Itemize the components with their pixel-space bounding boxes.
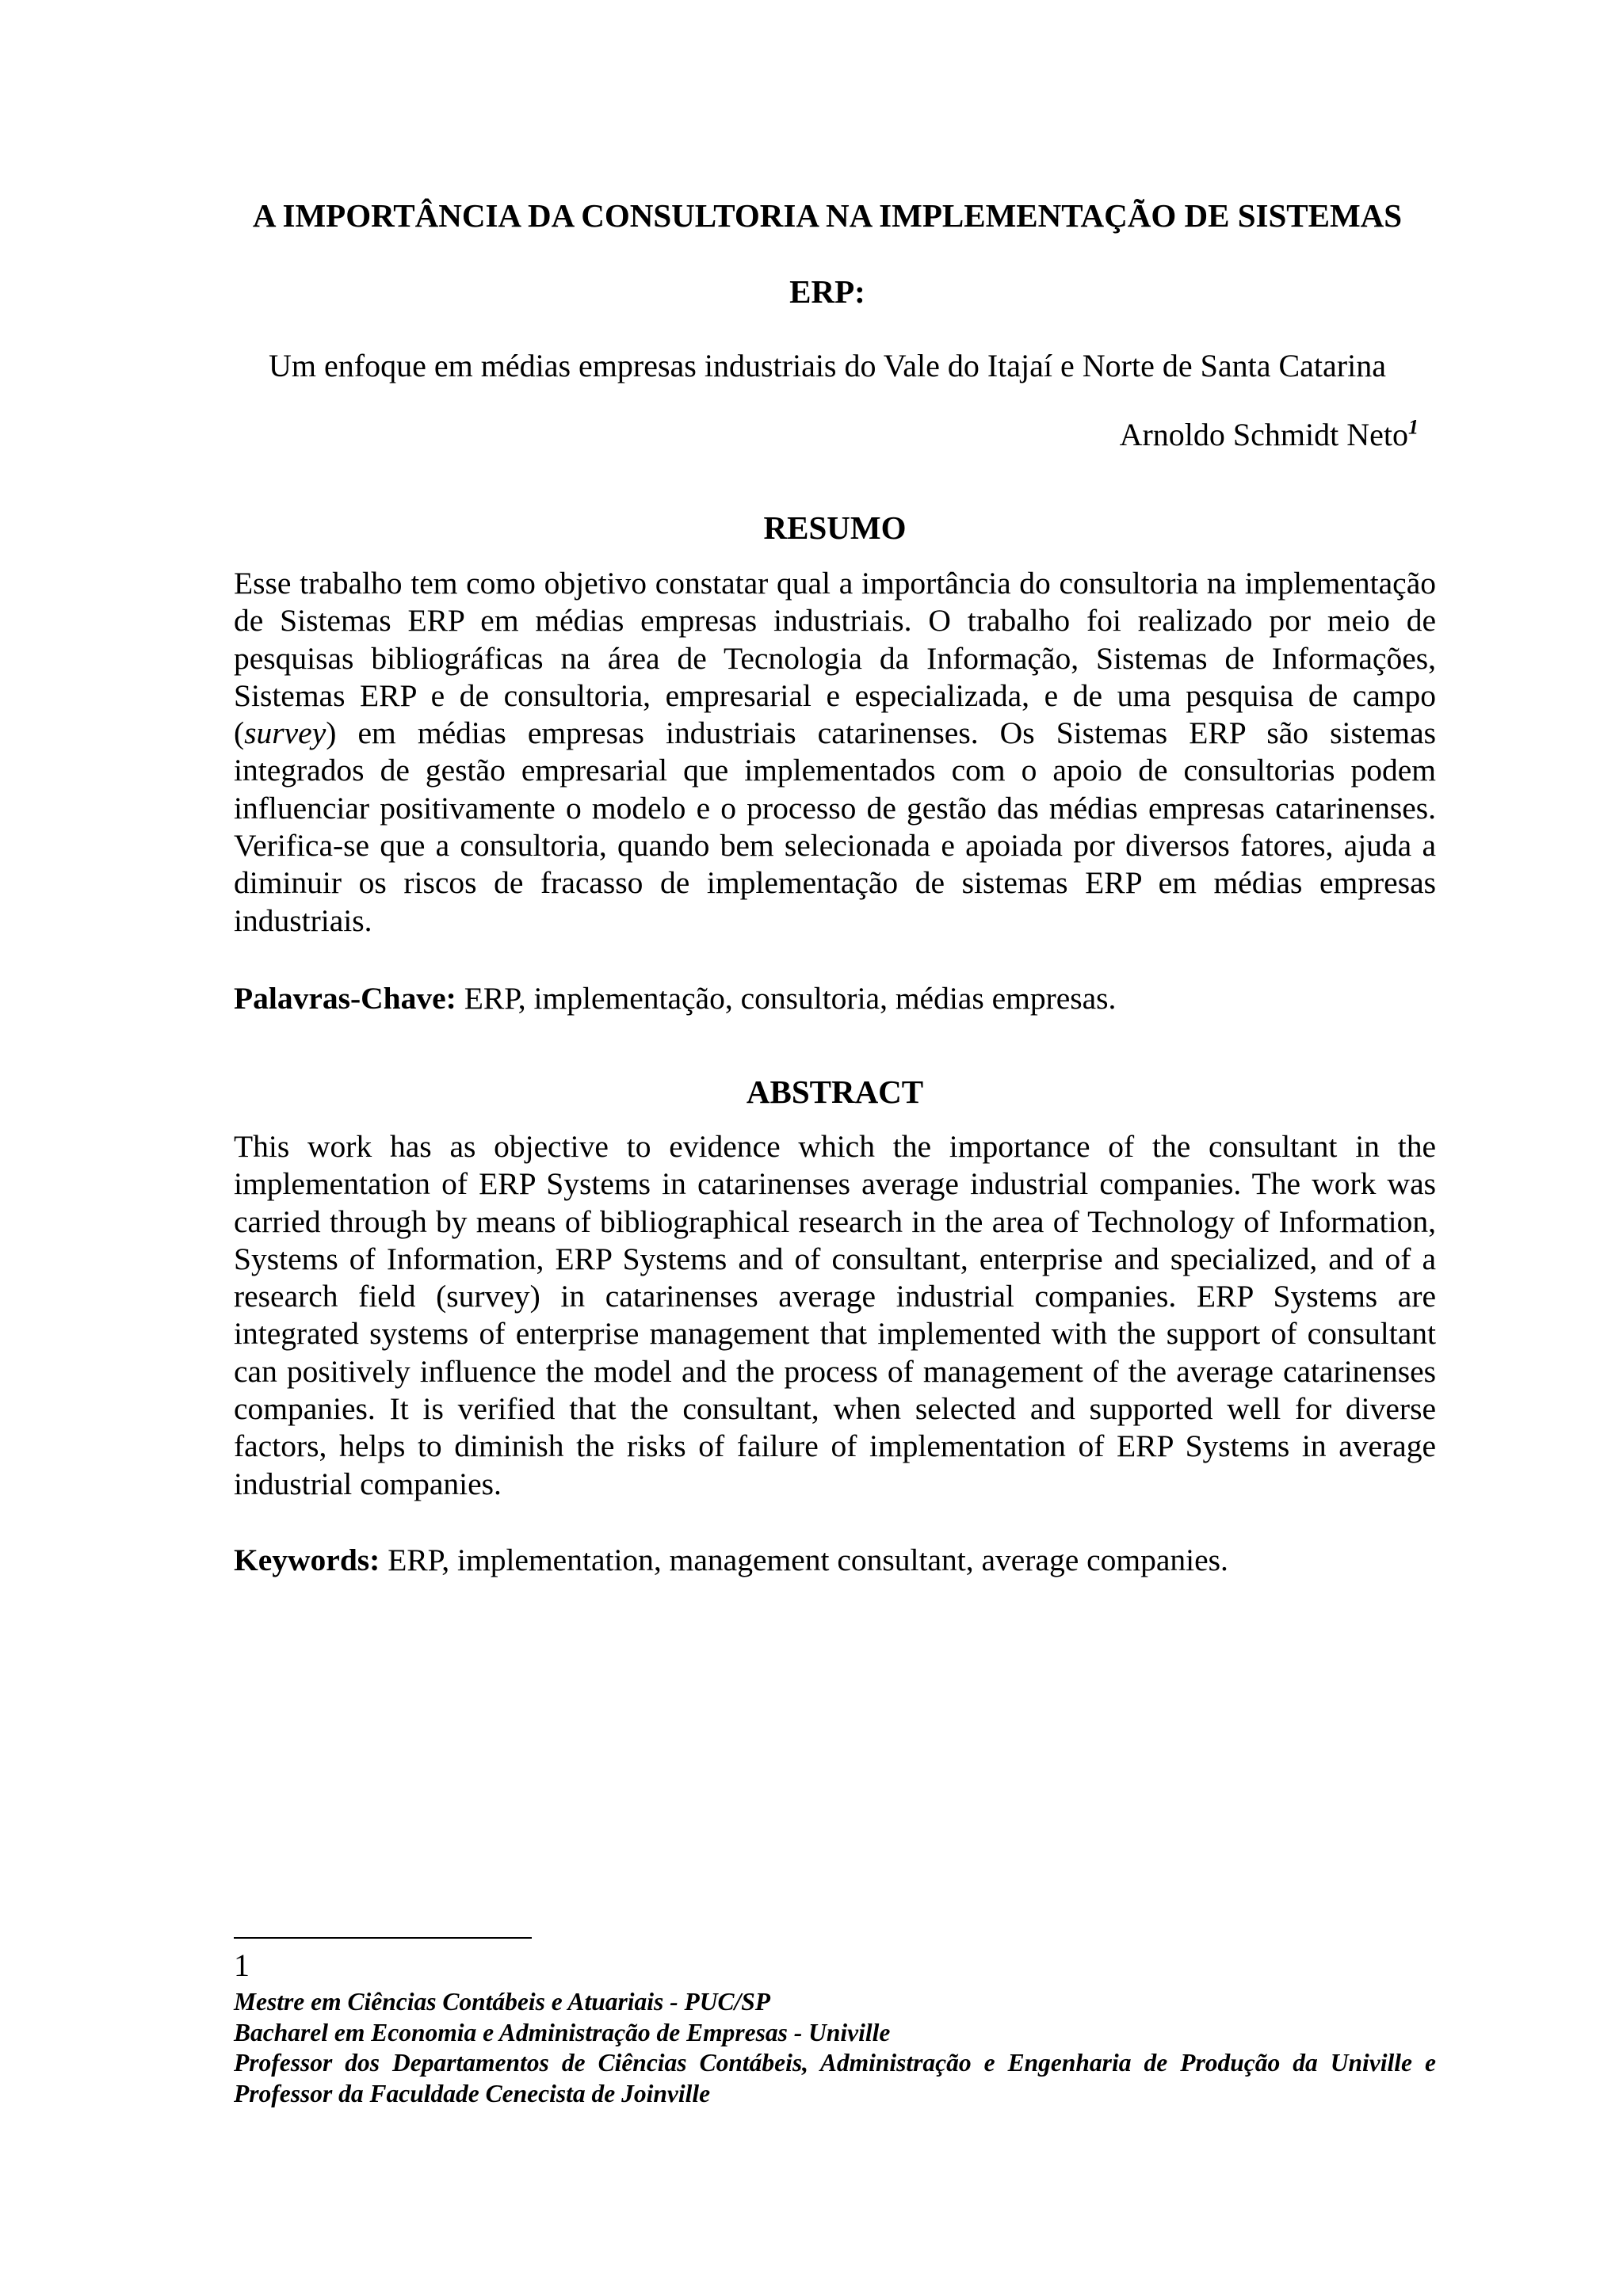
footnote-line-1: Mestre em Ciências Contábeis e Atuariais - PUC/SP [234,1988,770,2016]
abstract-heading: ABSTRACT [746,1074,924,1110]
footnote-text [234,1987,1436,2109]
abstract-paragraph: This work has as objective to evidence which the importance of the consultant in the implementation of ERP Systems in catarinenses average industrial companies. The work was carried through by means of bibliographical research in the area of Technology of Information, Systems of Information, ERP Systems and of consultant, enterprise and specialized, and of a research field (survey) in catarinenses average industrial companies. ERP Systems are integrated systems of enterprise management that implemented with the support of consultant can positively influence the model and the process of management of the average catarinenses companies. It is verified that the consultant, when selected and supported well for diverse factors, helps to diminish the risks of failure of implementation of ERP Systems in average industrial companies. [234,1129,1436,1501]
palavras-chave-value: ERP, implementação, consultoria, médias empresas. [456,981,1117,1016]
palavras-chave-label: Palavras-Chave: [234,981,456,1016]
title-line-1: A IMPORTÂNCIA DA CONSULTORIA NA IMPLEMENTAÇÃO DE SISTEMAS [252,197,1403,234]
footnote-line-3: Professor dos Departamentos de Ciências Contábeis, Administração e Engenharia de Produção da Univille e Professor da Faculdade Cenecista de Joinville [234,2049,1436,2107]
resumo-text-part-2: ) em médias empresas industriais catarinenses. Os Sistemas ERP são sistemas integrados de gestão empresarial que implementados com o apoio de consultorias podem influenciar positivamente o modelo e o processo de gestão das médias empresas catarinenses. Verifica-se que a consultoria, quando bem selecionada e apoiada por diversos fatores, ajuda a diminuir os riscos de fracasso de implementação de sistemas ERP em médias empresas industriais. [234,715,1436,938]
footnote-number: 1 [234,1947,250,1983]
keywords [234,1541,1436,1579]
resumo-paragraph [234,565,1436,940]
author-line [1120,416,1419,454]
palavras-chave [234,979,1436,1017]
keywords-value: ERP, implementation, management consultant, average companies. [380,1543,1228,1577]
resumo-italic-word: survey [244,715,327,751]
author-footnote-marker: 1 [1408,415,1419,439]
keywords-label: Keywords: [234,1543,380,1577]
resumo-text-part-1: Esse trabalho tem como objetivo constatar qual a importância do consultoria na implementação de Sistemas ERP em médias empresas industriais. O trabalho foi realizado por meio de pesquisas bibliográficas na área de Tecnologia da Informação, Sistemas de Informações, Sistemas ERP e de consultoria, empresarial e especializada, e de uma pesquisa de campo ( [234,566,1436,751]
resumo-heading: RESUMO [763,509,907,546]
author-name: Arnoldo Schmidt Neto [1119,417,1408,452]
footnote-line-2: Bacharel em Economia e Administração de Empresas - Univille [234,2018,891,2046]
footnote-separator [234,1937,532,1939]
subtitle: Um enfoque em médias empresas industriais do Vale do Itajaí e Norte de Santa Catarina [269,348,1386,383]
title-line-2: ERP: [789,273,865,310]
